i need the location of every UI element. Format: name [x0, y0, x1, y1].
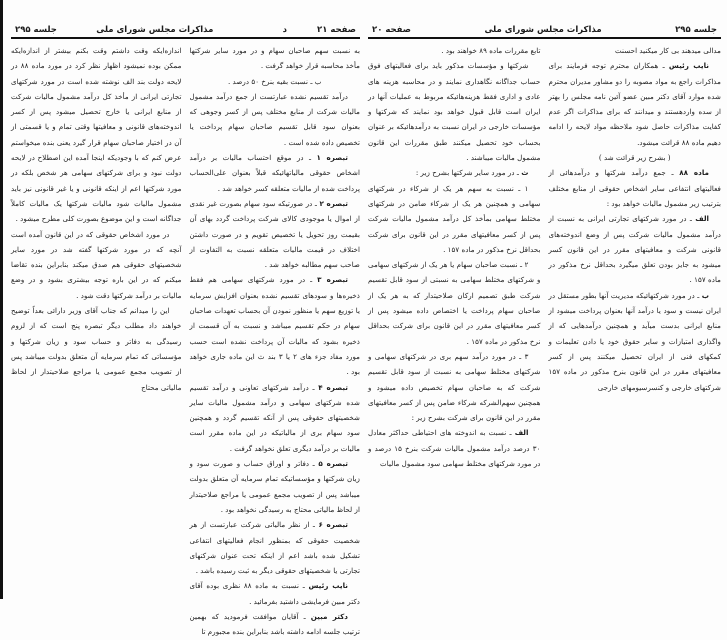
text-columns	[11, 39, 360, 640]
column-left	[11, 43, 182, 640]
section-label: تبصره ۴	[318, 382, 348, 392]
paragraph-text: درآمد شرکتهای تعاونی و درآمد تقسیم شده شرکتهای سهامی و درآمد مشمول مالیات سایر شخصیتهای حقوقی پس از آنکه تقسیم گردد و همچنین سود سهام بری از مالیاتیکه در این ماده مقرر است مالیات بر درآمد دیگری تعلق نخواهد گرفت .	[189, 382, 360, 453]
centered-line	[549, 150, 722, 165]
paragraph-text: شرکتها و مؤسسات مذکور باید برای فعالیتهای فوق حساب جداگانه نگاهداری نمایند و در محاسبه هزینه های عادی و اداری فقط هزینه‌هائیکه مربوط به عملیات آنها در ایران است قابل قبول خواهد بود نمایند که شرکتها و مؤسسات خارجی در ایران نسبت به درآمدهائیکه بر عنوان بحساب خود تحصیل میکنند طبق مقررات این قانون مشمول مالیات میباشند .	[368, 61, 541, 163]
paragraph-text: در مورد شرکتهای سهامی هم فقط ذخیره‌ها و سودهای تقسیم نشده بعنوان افزایش سرمایه یا توزیع سهم یا منظور نمودن آن بحساب تعهدات صاحبان سهام در حکم تقسیم میباشد و نسبت به آن قسمت از ذخیره بشود که مالیات آن پرداخت نشده است حسب مورد مفاد جزء های ۲ یا ۳ بند ث این ماده جاری خواهد بود .	[189, 275, 361, 377]
section-label: تبصره ۱	[316, 153, 348, 163]
paragraph	[368, 349, 541, 425]
paragraph-text: اندازه‌ایکه وقت داشتم وقت بکنم بیشتر از اندازه‌ایکه ممکن بوده نمیشود اظهار نظر کرد در مورد ماده ۸۸ در لایحه دولت بند الف نوشته شده است در مورد شرکتهای تجارتی ایرانی از مأخذ کل درآمد مشمول مالیات شرکت از منابع ایرانی یا خارج تحصیل میشود پس از کسر اندوخته‌های قانونی و معافیتها وقتی تمام و یا قسمتی از آن در اختیار صاحبان سهام قرار گیرد یعنی بنده میخواستم عرض کنم که با وجودیکه اینجا آمده این اصطلاح در لایحه دولت نبود و برای شرکتهای سهامی هر شخص بلکه در مورد شرکتها اعم از اینکه قانونی و یا غیر قانونی نیز باید مشمول مالیات شود مالیات شرکتها یک مالیات کاملاً جداگانه است و این موضوع بصورت کلی مطرح میشود .	[11, 46, 182, 224]
column-left	[368, 43, 541, 471]
paragraph-text: ( بشرح زیر قرائت شد )	[598, 153, 671, 163]
paragraph	[549, 43, 722, 58]
paragraph-text: در مورد اشخاص حقوقی که در این قانون آمده است آنچه که در مورد شرکتها گفته شد در مورد سایر شخصیتهای حقوقی هم صدق میکند بنابراین بنده تقاضا میکنم که در این باره توجه بیشتری بشود و در وضع مالیات بر درآمد شرکتها دقت شود .	[11, 229, 182, 300]
note-paragraph: تبصره ۳ ـ در مورد شرکتهای سهامی هم فقط ذخیره‌ها و سودهای تقسیم نشده بعنوان افزایش سرمایه یا توزیع سهم یا منظور نمودن آن بحساب تعهدات صاحبان سهام در حکم تقسیم میباشد و نسبت به آن قسمت از ذخیره بشود که مالیات آن پرداخت نشده است حسب مورد مفاد جزء های ۲ یا ۳ بند ث این ماده جاری خواهد بود .	[189, 275, 361, 377]
note-paragraph: تبصره ۶ ـ از نظر مالیاتی شرکت عبارتست از هر شخصیت حقوقی که بمنظور انجام فعالیتهای انتفاعی تشکیل شده باشد اعم از اینکه تحت عنوان شرکتهای تجارتی یا شخصیتهای حقوقی دیگر به ثبت رسیده باشد .	[189, 520, 360, 576]
speaker-name: نایب رئیس	[668, 61, 710, 71]
page-header	[11, 22, 360, 39]
paragraph-text: درآمد تقسیم نشده عبارتست از جمع درآمد مشمول مالیات شرکت از منابع مختلف پس از کسر وجوهی که بعنوان سود قابل تقسیم صاحبان سهام پرداخت یا تخصیص داده شده است .	[189, 91, 360, 147]
paragraph	[190, 89, 361, 150]
paragraph-text: به نسبت سهم صاحبان سهام و در مورد سایر شرکتها مأخذ محاسبه قرار خواهد گرفت .	[189, 46, 360, 71]
section-label: ث	[521, 168, 529, 178]
paragraph-text: از نظر مالیاتی شرکت عبارتست از هر شخصیت حقوقی که بمنظور انجام فعالیتهای انتفاعی تشکیل شده باشد اعم از اینکه تحت عنوان شرکتهای تجارتی یا شخصیتهای حقوقی دیگر به ثبت رسیده باشد .	[189, 520, 360, 576]
paragraph	[11, 43, 182, 227]
speaker-name: نایب رئیس	[308, 581, 348, 591]
section-marker: د	[282, 25, 288, 35]
column-right	[190, 43, 361, 640]
paragraph-text: آقایان موافقت فرمودید که بهمین ترتیب جلسه ادامه داشته باشد بنابراین بنده مجبورم تا	[189, 611, 360, 637]
section-label: الف	[514, 428, 529, 438]
publication-title: مذاکرات مجلس شورای ملی	[96, 25, 214, 35]
clause-paragraph: ث ـ در مورد سایر شرکتها بشرح زیر :	[415, 168, 529, 178]
paragraph-text: نسبت به ماده ۸۸ نظری بوده آقای دکتر مبین فرمایشی داشتید بفرمائید .	[189, 581, 360, 606]
paragraph-text: مدالی میدهند بی کار میکنید احسنت	[615, 46, 721, 55]
speaker-paragraph: دکتر مبین ـ آقایان موافقت فرمودید که بهمین ترتیب جلسه ادامه داشته باشد بنابراین بنده مجبورم تا	[189, 611, 360, 637]
paragraph	[368, 257, 541, 349]
paragraph-text: ۱ ـ نسبت به سهم هر یک از شرکاء در شرکتهای سهامی و همچنین هر یک از شرکاء ضامن در شرکتهای مختلط سهامی بمأخذ کل درآمد مشمول مالیات شرکت پس از کسر معافیتهای مقرر در این قانون برای شرکت بحداقل نرخ مذکور در ماده ۱۵۷ .	[368, 183, 541, 254]
paragraph-text: ب ـ نسبت بقیه بنرخ ۵۰ درصد .	[227, 76, 322, 86]
note-paragraph: تبصره ۵ ـ دفاتر و اوراق حساب و صورت سود و زیان شرکتها و مؤسساتیکه تمام سرمایه آن متعلق بدولت میباشد پس از تصویب مجمع عمومی یا مراجع صلاحیتدار از لحاظ مالیاتی محتاج به رسیدگی نخواهد بود .	[189, 459, 360, 514]
paragraph	[190, 43, 361, 74]
section-label: ب	[701, 290, 709, 300]
clause-paragraph: الف ـ در مورد شرکتهای تجارتی ایرانی به نسبت از درآمد مشمول مالیات شرکت پس از وضع اندوخته‌های قانونی شرکت و معافیتهای مقرر در این قانون کسر میشود به جایز بودن تعلق میگیرد بحداقل نرخ مذکور در ماده ۱۵۷ .	[548, 214, 721, 285]
speaker-name: دکتر مبین	[310, 611, 348, 621]
article-paragraph: ماده ۸۸ ـ جمع درآمد شرکتها و درآمدهائی از فعالیتهای انتفاعی سایر اشخاص حقوقی از منابع مختلف بترتیب زیر مشمول مالیات خواهد بود :	[548, 168, 721, 208]
note-paragraph: تبصره ۱ ـ در موقع احتساب مالیات بر درآمد اشخاص حقوقی مالیاتهائیکه قبلاً بعنوان علی‌الحساب پرداخت شده از مالیات متعلقه کسر خواهد شد .	[189, 153, 360, 193]
paragraph-text: دفاتر و اوراق حساب و صورت سود و زیان شرکتها و مؤسساتیکه تمام سرمایه آن متعلق بدولت میباشد پس از تصویب مجمع عمومی یا مراجع صلاحیتدار از لحاظ مالیاتی محتاج به رسیدگی نخواهد بود .	[189, 459, 360, 514]
section-label: ماده ۸۸	[679, 168, 709, 178]
section-label: تبصره ۲	[319, 198, 348, 208]
paragraph-text: جمع درآمد شرکتها و درآمدهائی از فعالیتهای انتفاعی سایر اشخاص حقوقی از منابع مختلف بترتیب زیر مشمول مالیات خواهد بود :	[548, 168, 721, 208]
speaker-paragraph: نایب رئیس ـ نسبت به ماده ۸۸ نظری بوده آقای دکتر مبین فرمایشی داشتید بفرمائید .	[189, 581, 360, 606]
paragraph-text: در مورد شرکتهائیکه مدیریت آنها بطور مستقل در ایران نیست و سود یا درآمد آنها بعنوان پرداخت میشود از منابع ایرانی بدست میآید و همچنین درآمدهایی که از واگذاری امتیازات و سایر حقوق خود یا دادن تعلیمات و کمکهای فنی از ایران تحصیل میکنند پس از کسر معافیتهای مقرر در این قانون بنرخ مذکور در ماده ۱۵۷ شرکتهای خارجی و کنسرسیومهای خارجی	[548, 290, 721, 392]
clause-paragraph: الف ـ نسبت به اندوخته های احتیاطی حداکثر معادل ۳۰ درصد درآمد مشمول مالیات شرکت بنرخ ۱۵ درصد و در مورد شرکتهای مختلط سهامی سود مشمول مالیات	[368, 428, 541, 469]
paragraph	[11, 227, 182, 303]
page-number: صفحه ۲۱	[317, 25, 356, 35]
session-number: جلسه ۲۹۵	[675, 25, 717, 35]
page-20	[364, 0, 727, 599]
page-header	[368, 22, 721, 39]
note-paragraph: تبصره ۲ ـ در صورتیکه سود سهام بصورت غیر نقدی از اموال یا موجودی کالای شرکت پرداخت گردد بهای آن بقیمت روز تحویل یا تخصیص تقویم و در صورت داشتن اختلاف در قیمت مالیات متعلقه نسبت به التفاوت از صاحب سهم مطالبه خواهد شد .	[189, 198, 360, 270]
paragraph-text: در مورد شرکتهای تجارتی ایرانی به نسبت از درآمد مشمول مالیات شرکت پس از وضع اندوخته‌های قانونی شرکت و معافیتهای مقرر در این قانون کسر میشود به جایز بودن تعلق میگیرد بحداقل نرخ مذکور در ماده ۱۵۷ .	[548, 214, 721, 285]
section-label: تبصره ۶	[318, 520, 348, 530]
text-columns	[368, 39, 721, 471]
section-label: تبصره ۳	[317, 275, 348, 285]
page-number: صفحه ۲۰	[372, 25, 411, 35]
page-21	[0, 0, 364, 637]
paragraph	[368, 181, 541, 257]
column-right	[549, 43, 722, 471]
paragraph-text: ۲ ـ نسبت صاحبان سهام یا هر یک از شرکتهای سهامی و شرکتهای مختلط سهامی به نسبتی از سود قابل تقسیم شرکت طبق تصمیم ارکان صلاحیتدار که به هر یک از صاحبان سهام پرداخت یا اختصاص داده میشود پس از کسر معافیتهای مقرر در این قانون برای شرکت بحداقل نرخ مذکور در ماده ۱۵۷ .	[368, 260, 541, 346]
paragraph-text: ۳ ـ در مورد درآمد سهم بری در شرکتهای سهامی و شرکتهای مختلط سهامی به نسبت از سود قابل تقسیم شرکت که به صاحبان سهام تخصیص داده میشود و همچنین سهم‌الشرکه شرکاء ضامن پس از کسر معافیتهای مقرر در این قانون برای شرکت بشرح زیر :	[368, 351, 541, 423]
centered-line	[190, 74, 361, 89]
paragraph	[368, 58, 541, 165]
paragraph-text: این را میدانم که جناب آقای وزیر دارائی بعداً توضیح خواهند داد مطلب دیگر تبصره پنج است که از لزوم رسیدگی به دفاتر و حساب سود و زیان شرکتها و مؤسساتی که تمام سرمایه آن متعلق بدولت میباشد پس از تصویب مجمع عمومی یا مراجع صلاحیتدار از لحاظ مالیاتی محتاج	[11, 306, 182, 392]
paragraph	[368, 43, 541, 58]
paragraph-text: در مورد سایر شرکتها بشرح زیر :	[415, 168, 515, 178]
paragraph-text: در صورتیکه سود سهام بصورت غیر نقدی از اموال یا موجودی کالای شرکت پرداخت گردد بهای آن بقیمت روز تحویل یا تخصیص تقویم و در صورت داشتن اختلاف در قیمت مالیات متعلقه نسبت به التفاوت از صاحب سهم مطالبه خواهد شد .	[189, 198, 360, 270]
section-label: تبصره ۵	[318, 459, 348, 469]
paragraph-text: در موقع احتساب مالیات بر درآمد اشخاص حقوقی مالیاتهائیکه قبلاً بعنوان علی‌الحساب پرداخت شده از مالیات متعلقه کسر خواهد شد .	[189, 153, 360, 193]
paragraph-text: همکاران محترم توجه فرمایند برای مذاکرات راجع به مواد مصوبه را دو مشاور مدیران محترم شده موارد آقای دکتر مبین عضو آئین نامه مجلس را بهتر از سده واردهستند و میدانند که برای مذاکرات اگر عدم کفایت مذاکرات حاصل شود ملاحظه مواد لایحه را ادامه دهیم ماده ۸۸ قرائت میشود.	[548, 61, 721, 147]
note-paragraph: تبصره ۴ ـ درآمد شرکتهای تعاونی و درآمد تقسیم شده شرکتهای سهامی و درآمد مشمول مالیات سایر شخصیتهای حقوقی پس از آنکه تقسیم گردد و همچنین سود سهام بری از مالیاتیکه در این ماده مقرر است مالیات بر درآمد دیگری تعلق نخواهد گرفت .	[189, 382, 360, 453]
paragraph	[11, 303, 182, 395]
section-label: الف	[695, 214, 709, 224]
paragraph-text: نسبت به اندوخته های احتیاطی حداکثر معادل ۳۰ درصد درآمد مشمول مالیات شرکت بنرخ ۱۵ درصد و در مورد شرکتهای مختلط سهامی سود مشمول مالیات	[368, 428, 541, 469]
clause-paragraph: ب ـ در مورد شرکتهائیکه مدیریت آنها بطور مستقل در ایران نیست و سود یا درآمد آنها بعنوان پرداخت میشود از منابع ایرانی بدست میآید و همچنین درآمدهایی که از واگذاری امتیازات و سایر حقوق خود یا دادن تعلیمات و کمکهای فنی از ایران تحصیل میکنند پس از کسر معافیتهای مقرر در این قانون بنرخ مذکور در ماده ۱۵۷ شرکتهای خارجی و کنسرسیومهای خارجی	[548, 290, 721, 392]
publication-title: مذاکرات مجلس شورای ملی	[484, 25, 602, 35]
session-number: جلسه ۲۹۵	[15, 25, 57, 35]
paragraph-text: تابع مقررات ماده ۸۹ خواهند بود .	[441, 46, 541, 55]
speaker-paragraph: نایب رئیس ـ همکاران محترم توجه فرمایند برای مذاکرات راجع به مواد مصوبه را دو مشاور مدیران محترم شده موارد آقای دکتر مبین عضو آئین نامه مجلس را بهتر از سده واردهستند و میدانند که برای مذاکرات اگر عدم کفایت مذاکرات حاصل شود ملاحظه مواد لایحه را ادامه دهیم ماده ۸۸ قرائت میشود.	[548, 61, 721, 147]
